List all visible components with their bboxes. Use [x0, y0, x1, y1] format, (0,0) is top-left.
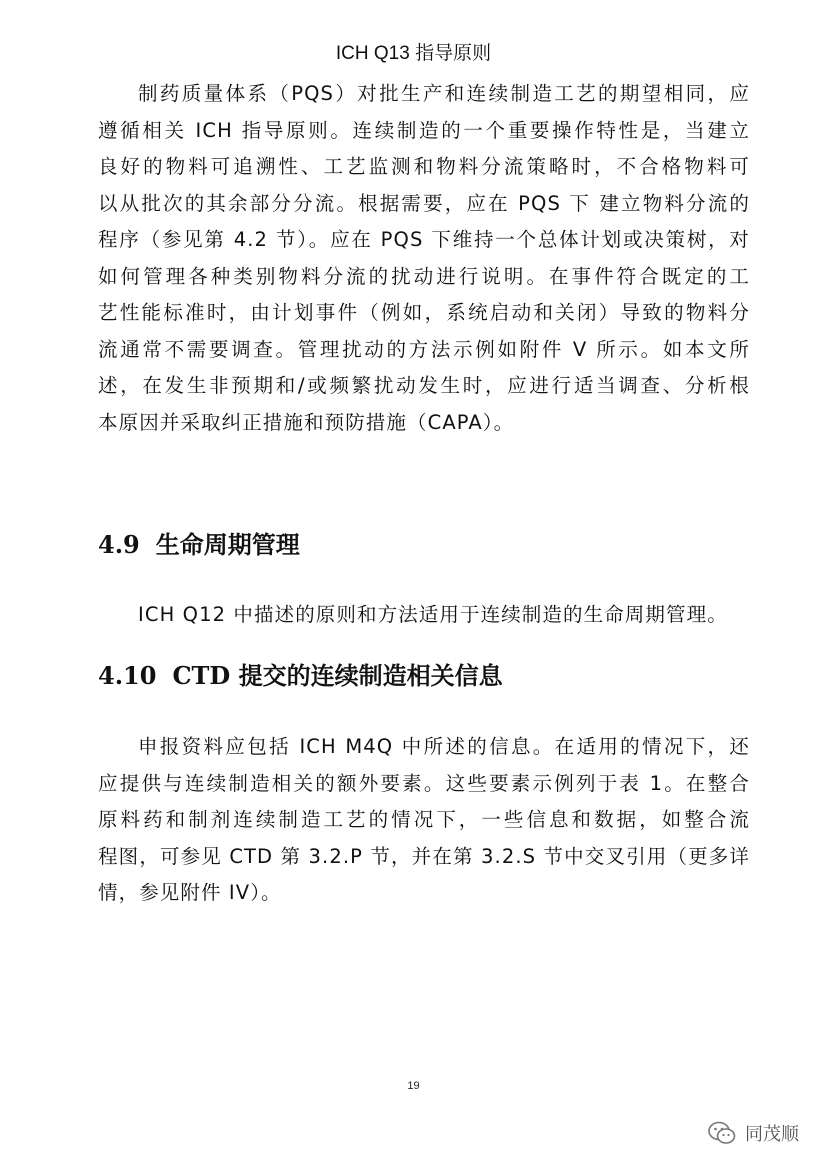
paragraph-line: 应提供与连续制造相关的额外要素。这些要素示例列于表 1。在整合	[98, 771, 750, 795]
paragraph-line: 遵循相关 ICH 指导原则。连续制造的一个重要操作特性是，当建立	[98, 118, 750, 142]
paragraph-line: 述，在发生非预期和/或频繁扰动发生时，应进行适当调查、分析根	[98, 374, 750, 397]
page-header: ICH Q13 指导原则	[335, 43, 492, 64]
paragraph-line: 申报资料应包括 ICH M4Q 中所述的信息。在适用的情况下，还	[138, 735, 750, 758]
paragraph-line: 如何管理各种类别物料分流的扰动进行说明。在事件符合既定的工	[98, 264, 750, 288]
section-number: 4.9	[98, 530, 140, 559]
paragraph-pqs	[98, 76, 750, 441]
section-title: 生命周期管理	[155, 530, 300, 559]
paragraph-line: 程图，可参见 CTD 第 3.2.P 节，并在第 3.2.S 节中交叉引用（更多详	[98, 844, 750, 868]
paragraph-line: 艺性能标准时，由计划事件（例如，系统启动和关闭）导致的物料分	[98, 301, 750, 324]
page-number: 19	[407, 1080, 420, 1092]
section-heading-4-10	[98, 660, 503, 692]
section-title: CTD 提交的连续制造相关信息	[172, 661, 503, 690]
paragraph-line: 以从批次的其余部分分流。根据需要，应在 PQS 下 建立物料分流的	[98, 191, 750, 215]
paragraph-ctd	[98, 729, 750, 912]
wechat-icon	[707, 1120, 737, 1146]
paragraph-line: 良好的物料可追溯性、工艺监测和物料分流策略时，不合格物料可	[98, 155, 750, 178]
paragraph-line: 情，参见附件 IV）。	[98, 881, 282, 904]
paragraph-line: 程序（参见第 4.2 节）。应在 PQS 下维持一个总体计划或决策树，对	[98, 228, 750, 251]
section-heading-4-9	[98, 529, 300, 561]
paragraph-line: 原料药和制剂连续制造工艺的情况下，一些信息和数据，如整合流	[98, 808, 750, 831]
paragraph-lifecycle	[98, 597, 750, 634]
paragraph-line: 本原因并采取纠正措施和预防措施（CAPA）。	[98, 410, 515, 434]
watermark	[707, 1118, 799, 1148]
paragraph-line: 流通常不需要调查。管理扰动的方法示例如附件 V 所示。如本文所	[98, 337, 750, 361]
paragraph-line: ICH Q12 中描述的原则和方法适用于连续制造的生命周期管理。	[138, 603, 728, 626]
watermark-label: 同茂顺	[745, 1124, 799, 1145]
paragraph-line: 制药质量体系（PQS）对批生产和连续制造工艺的期望相同，应	[138, 82, 750, 105]
section-number: 4.10	[98, 661, 157, 690]
